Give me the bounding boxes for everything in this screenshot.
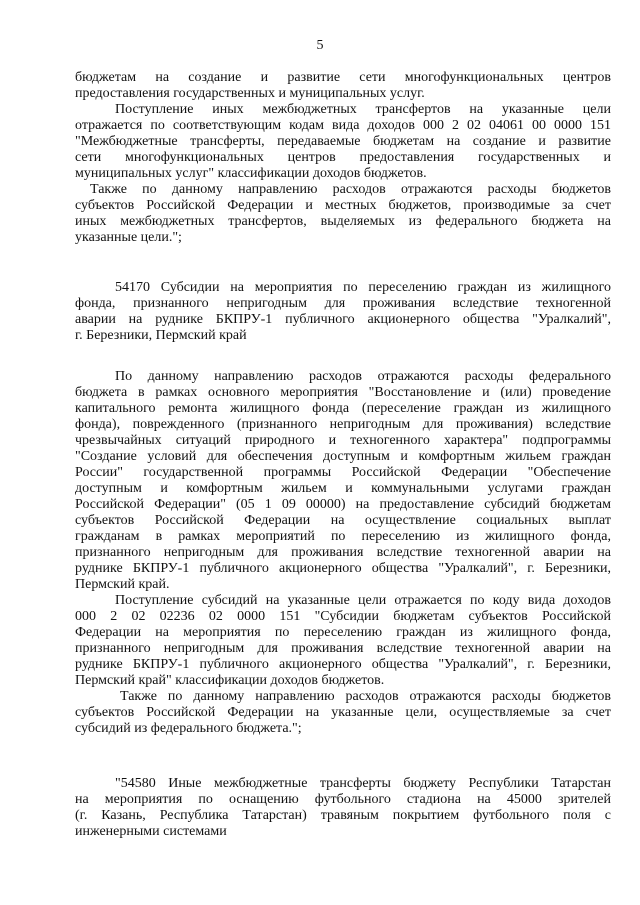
- paragraph-54170-description: [75, 369, 611, 737]
- text-line: муниципальных услуг" классификации доходов бюджетов.: [75, 166, 427, 181]
- text-line: инженерными системами: [75, 824, 227, 839]
- text-line: капитального ремонта жилищного фонда (переселение граждан из жилищного: [75, 401, 611, 416]
- text-line: "Межбюджетные трансферты, передаваемые бюджетам на создание и развитие: [75, 134, 611, 149]
- text-line: 000 2 02 02236 02 0000 151 "Субсидии бюджетам субъектов Российской: [75, 609, 611, 624]
- text-line: 54170 Субсидии на мероприятия по переселению граждан из жилищного: [115, 280, 611, 295]
- text-line: "54580 Иные межбюджетные трансферты бюджету Республики Татарстан: [115, 776, 611, 791]
- text-line: (г. Казань, Республика Татарстан) травяным покрытием футбольного поля с: [75, 808, 611, 823]
- text-line: Также по данному направлению расходов отражаются расходы бюджетов: [120, 689, 611, 704]
- text-line: Российской Федерации" (05 1 09 00000) на предоставление субсидий бюджетам: [75, 497, 611, 512]
- text-line: признанного непригодным для проживания вследствие техногенной аварии на: [75, 641, 611, 656]
- text-line: Также по данному направлению расходов отражаются расходы бюджетов: [90, 182, 611, 197]
- text-line: сети многофункциональных центров предоставления государственных и: [75, 150, 611, 165]
- text-line: субъектов Российской Федерации и местных бюджетов, производимые за счет: [75, 198, 611, 213]
- text-line: Поступление иных межбюджетных трансфертов на указанные цели: [115, 102, 611, 117]
- text-line: чрезвычайных ситуаций природного и техногенного характера" подпрограммы: [75, 433, 611, 448]
- text-line: отражается по соответствующим кодам вида доходов 000 2 02 04061 00 0000 151: [75, 118, 611, 133]
- text-line: руднике БКПРУ-1 публичного акционерного общества "Уралкалий", г. Березники,: [75, 657, 611, 672]
- text-line: субъектов Российской Федерации на осуществление социальных выплат: [75, 513, 611, 528]
- text-line: бюджетам на создание и развитие сети многофункциональных центров: [75, 70, 611, 85]
- text-line: Федерации на мероприятия по переселению граждан из жилищного фонда,: [75, 625, 611, 640]
- page-number: 5: [316, 38, 324, 53]
- text-line: России" государственной программы Российской Федерации "Обеспечение: [75, 465, 611, 480]
- text-line: Пермский край.: [75, 577, 170, 592]
- text-line: иных межбюджетных трансфертов, выделяемых из федерального бюджета на: [75, 214, 611, 229]
- text-line: Поступление субсидий на указанные цели отражается по коду вида доходов: [115, 593, 611, 608]
- text-line: предоставления государственных и муниципальных услуг.: [75, 86, 425, 101]
- text-line: доступным и комфортным жильем и коммунальными услугами граждан: [75, 481, 611, 496]
- code-heading-54170: [75, 280, 611, 344]
- text-line: По данному направлению расходов отражаются расходы федерального: [115, 369, 611, 384]
- text-line: Пермский край" классификации доходов бюджетов.: [75, 673, 385, 688]
- text-line: субсидий из федерального бюджета.";: [75, 721, 302, 736]
- paragraph-mfc-transfers: [75, 70, 611, 246]
- code-heading-54580: [75, 776, 611, 840]
- text-line: признанного непригодным для проживания вследствие техногенной аварии на: [75, 545, 611, 560]
- text-line: аварии на руднике БКПРУ-1 публичного акционерного общества "Уралкалий",: [75, 312, 611, 327]
- text-line: субъектов Российской Федерации на указанные цели, осуществляемые за счет: [75, 705, 611, 720]
- text-line: фонда), поврежденного (признанного непригодным для проживания) вследствие: [75, 417, 611, 432]
- text-line: указанные цели.";: [75, 230, 182, 245]
- text-line: на мероприятия по оснащению футбольного стадиона на 45000 зрителей: [75, 792, 611, 807]
- text-line: "Создание условий для обеспечения доступным и комфортным жильем граждан: [75, 449, 611, 464]
- text-line: фонда, признанного непригодным для проживания вследствие техногенной: [75, 296, 611, 311]
- text-line: бюджета в рамках основного мероприятия "Восстановление и (или) проведение: [75, 385, 611, 400]
- text-line: гражданам в рамках мероприятий по переселению из жилищного фонда,: [75, 529, 611, 544]
- text-line: руднике БКПРУ-1 публичного акционерного общества "Уралкалий", г. Березники,: [75, 561, 611, 576]
- text-line: г. Березники, Пермский край: [75, 328, 247, 343]
